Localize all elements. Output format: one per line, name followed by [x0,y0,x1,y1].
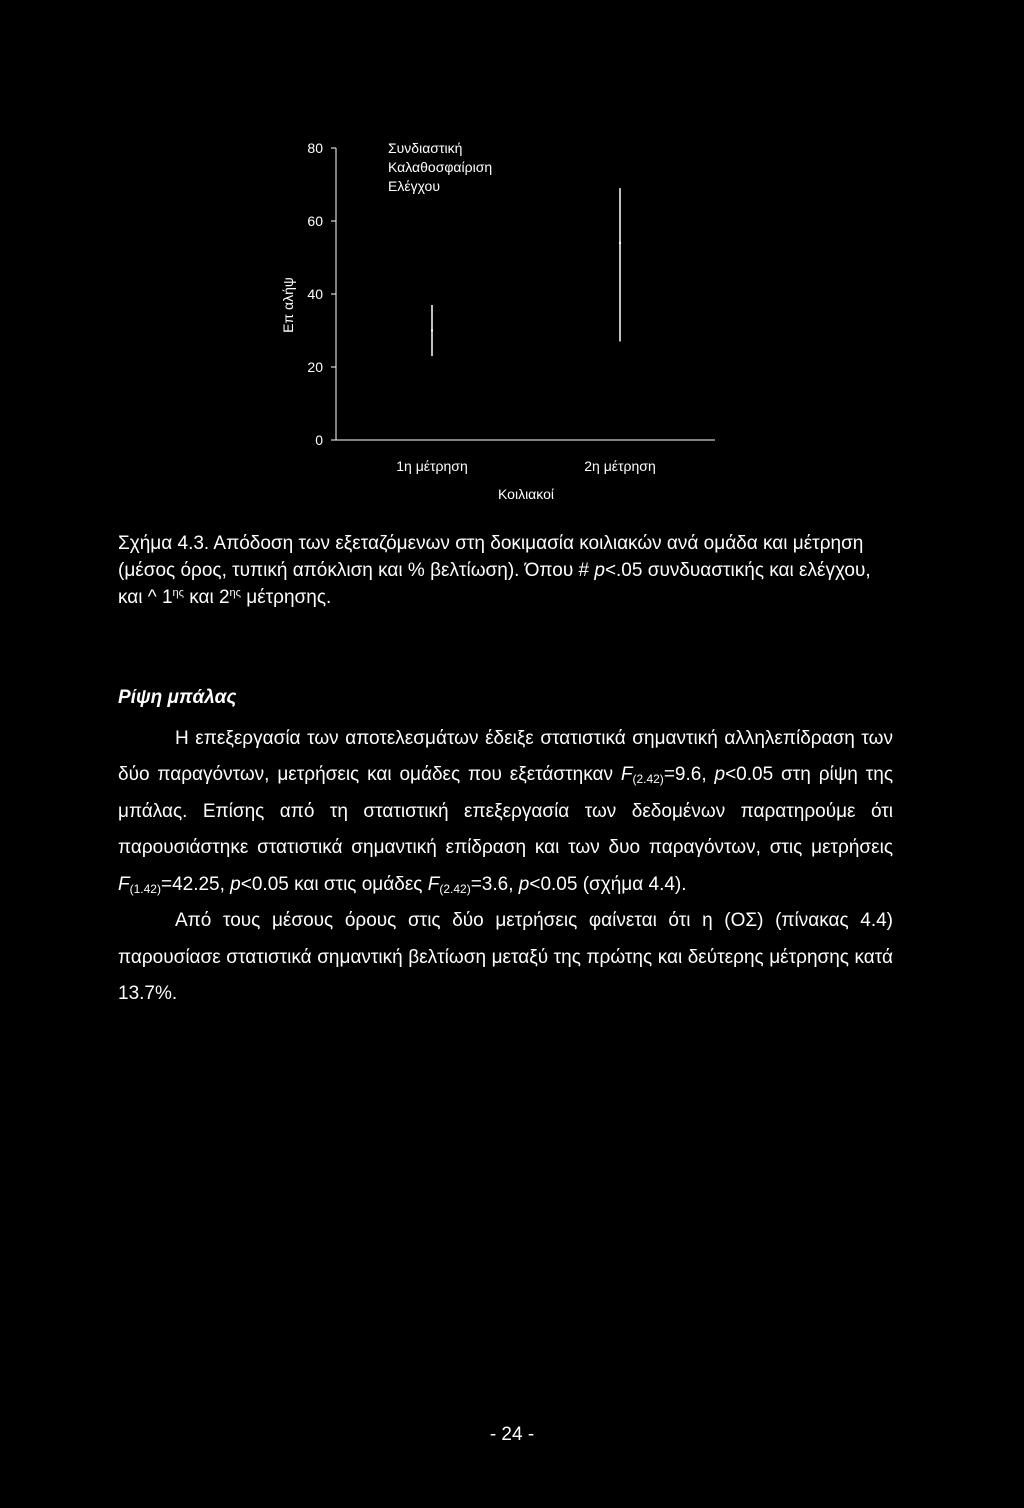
bar-chart [0,0,1024,520]
legend-item-3: Ελέγχου [388,178,440,194]
f-value-3: =3.6, [470,873,519,895]
caption-text-1: Σχήμα 4.3. Απόδοση των εξεταζόμενων στη δοκιμασία κοιλιακών ανά ομάδα και μέτρηση (μέσος όρος, τυπική απόκλιση και % βελτίωση). Όπου # [118,533,864,581]
figure-caption [118,530,878,611]
paragraph-2: Από τους μέσους όρους στις δύο μετρήσεις φαίνεται ότι η (ΟΣ) (πίνακας 4.4) παρουσίασε στατιστικά σημαντική βελτίωση μεταξύ της πρώτης και δεύτερης μέτρησης κατά 13.7%. [118,910,893,1004]
f-value-1: =9.6, [663,764,715,785]
error-bars [431,188,621,356]
caption-sup-1: ης [172,587,184,599]
f-symbol-2: F [118,873,130,895]
caption-text-4: μέτρησης. [240,587,332,608]
paragraph-1 [118,721,893,904]
f-symbol-1: F [620,764,633,785]
section-heading: Ρίψη μπάλας [118,687,237,708]
f-df-2: (1.42) [129,881,161,896]
p-symbol-2: p [230,873,241,895]
y-tick-label: 20 [307,359,323,375]
y-tick-label: 60 [307,213,323,229]
x-group-label: Κοιλιακοί [498,486,554,502]
y-axis-label: Επ αλήψ [280,277,296,333]
p-symbol-1: p [714,764,726,785]
legend-item-1: Συνδιαστική [388,140,463,156]
page-number: - 24 - [489,1424,535,1445]
x-tick-label-2: 2η μέτρηση [584,458,656,474]
y-tick-label: 80 [307,140,323,156]
x-tick-label-1: 1η μέτρηση [396,458,468,474]
caption-p-symbol: p [594,560,605,581]
f-df-3: (2.42) [439,881,471,896]
caption-text-3: και 2 [183,587,230,608]
p-symbol-3: p [518,873,530,895]
y-tick-label: 40 [307,286,323,302]
caption-text-2: <.05 συνδυαστικής και ελέγχου, και ^ 1 [118,560,871,608]
caption-sup-2: ης [229,587,241,599]
p1-text-a: Η επεξεργασία των αποτελεσμάτων έδειξε στατιστικά σημαντική αλληλεπίδραση των δύο παραγόντων, μετρήσεις και ομάδες που εξετάστηκαν [118,727,893,785]
f-value-2: =42.25, [160,873,231,895]
p1-text-b: <0.05 στη ρίψη της μπάλας. Επίσης από τη στατιστική επεξεργασία των δεδομένων παρατηρούμε ότι παρουσιάστηκε στατιστικά σημαντική επίδραση και των δυο παραγόντων, στις μετρήσεις [118,764,893,858]
y-ticks [307,140,336,448]
f-df-1: (2.42) [632,772,664,786]
section-body [118,680,893,1013]
p1-text-d: <0.05 (σχήμα 4.4). [529,873,687,895]
y-tick-label: 0 [315,432,323,448]
f-symbol-3: F [427,873,440,895]
p1-text-c: <0.05 και στις ομάδες [240,873,428,895]
legend-item-2: Καλαθοσφαίριση [388,159,493,175]
